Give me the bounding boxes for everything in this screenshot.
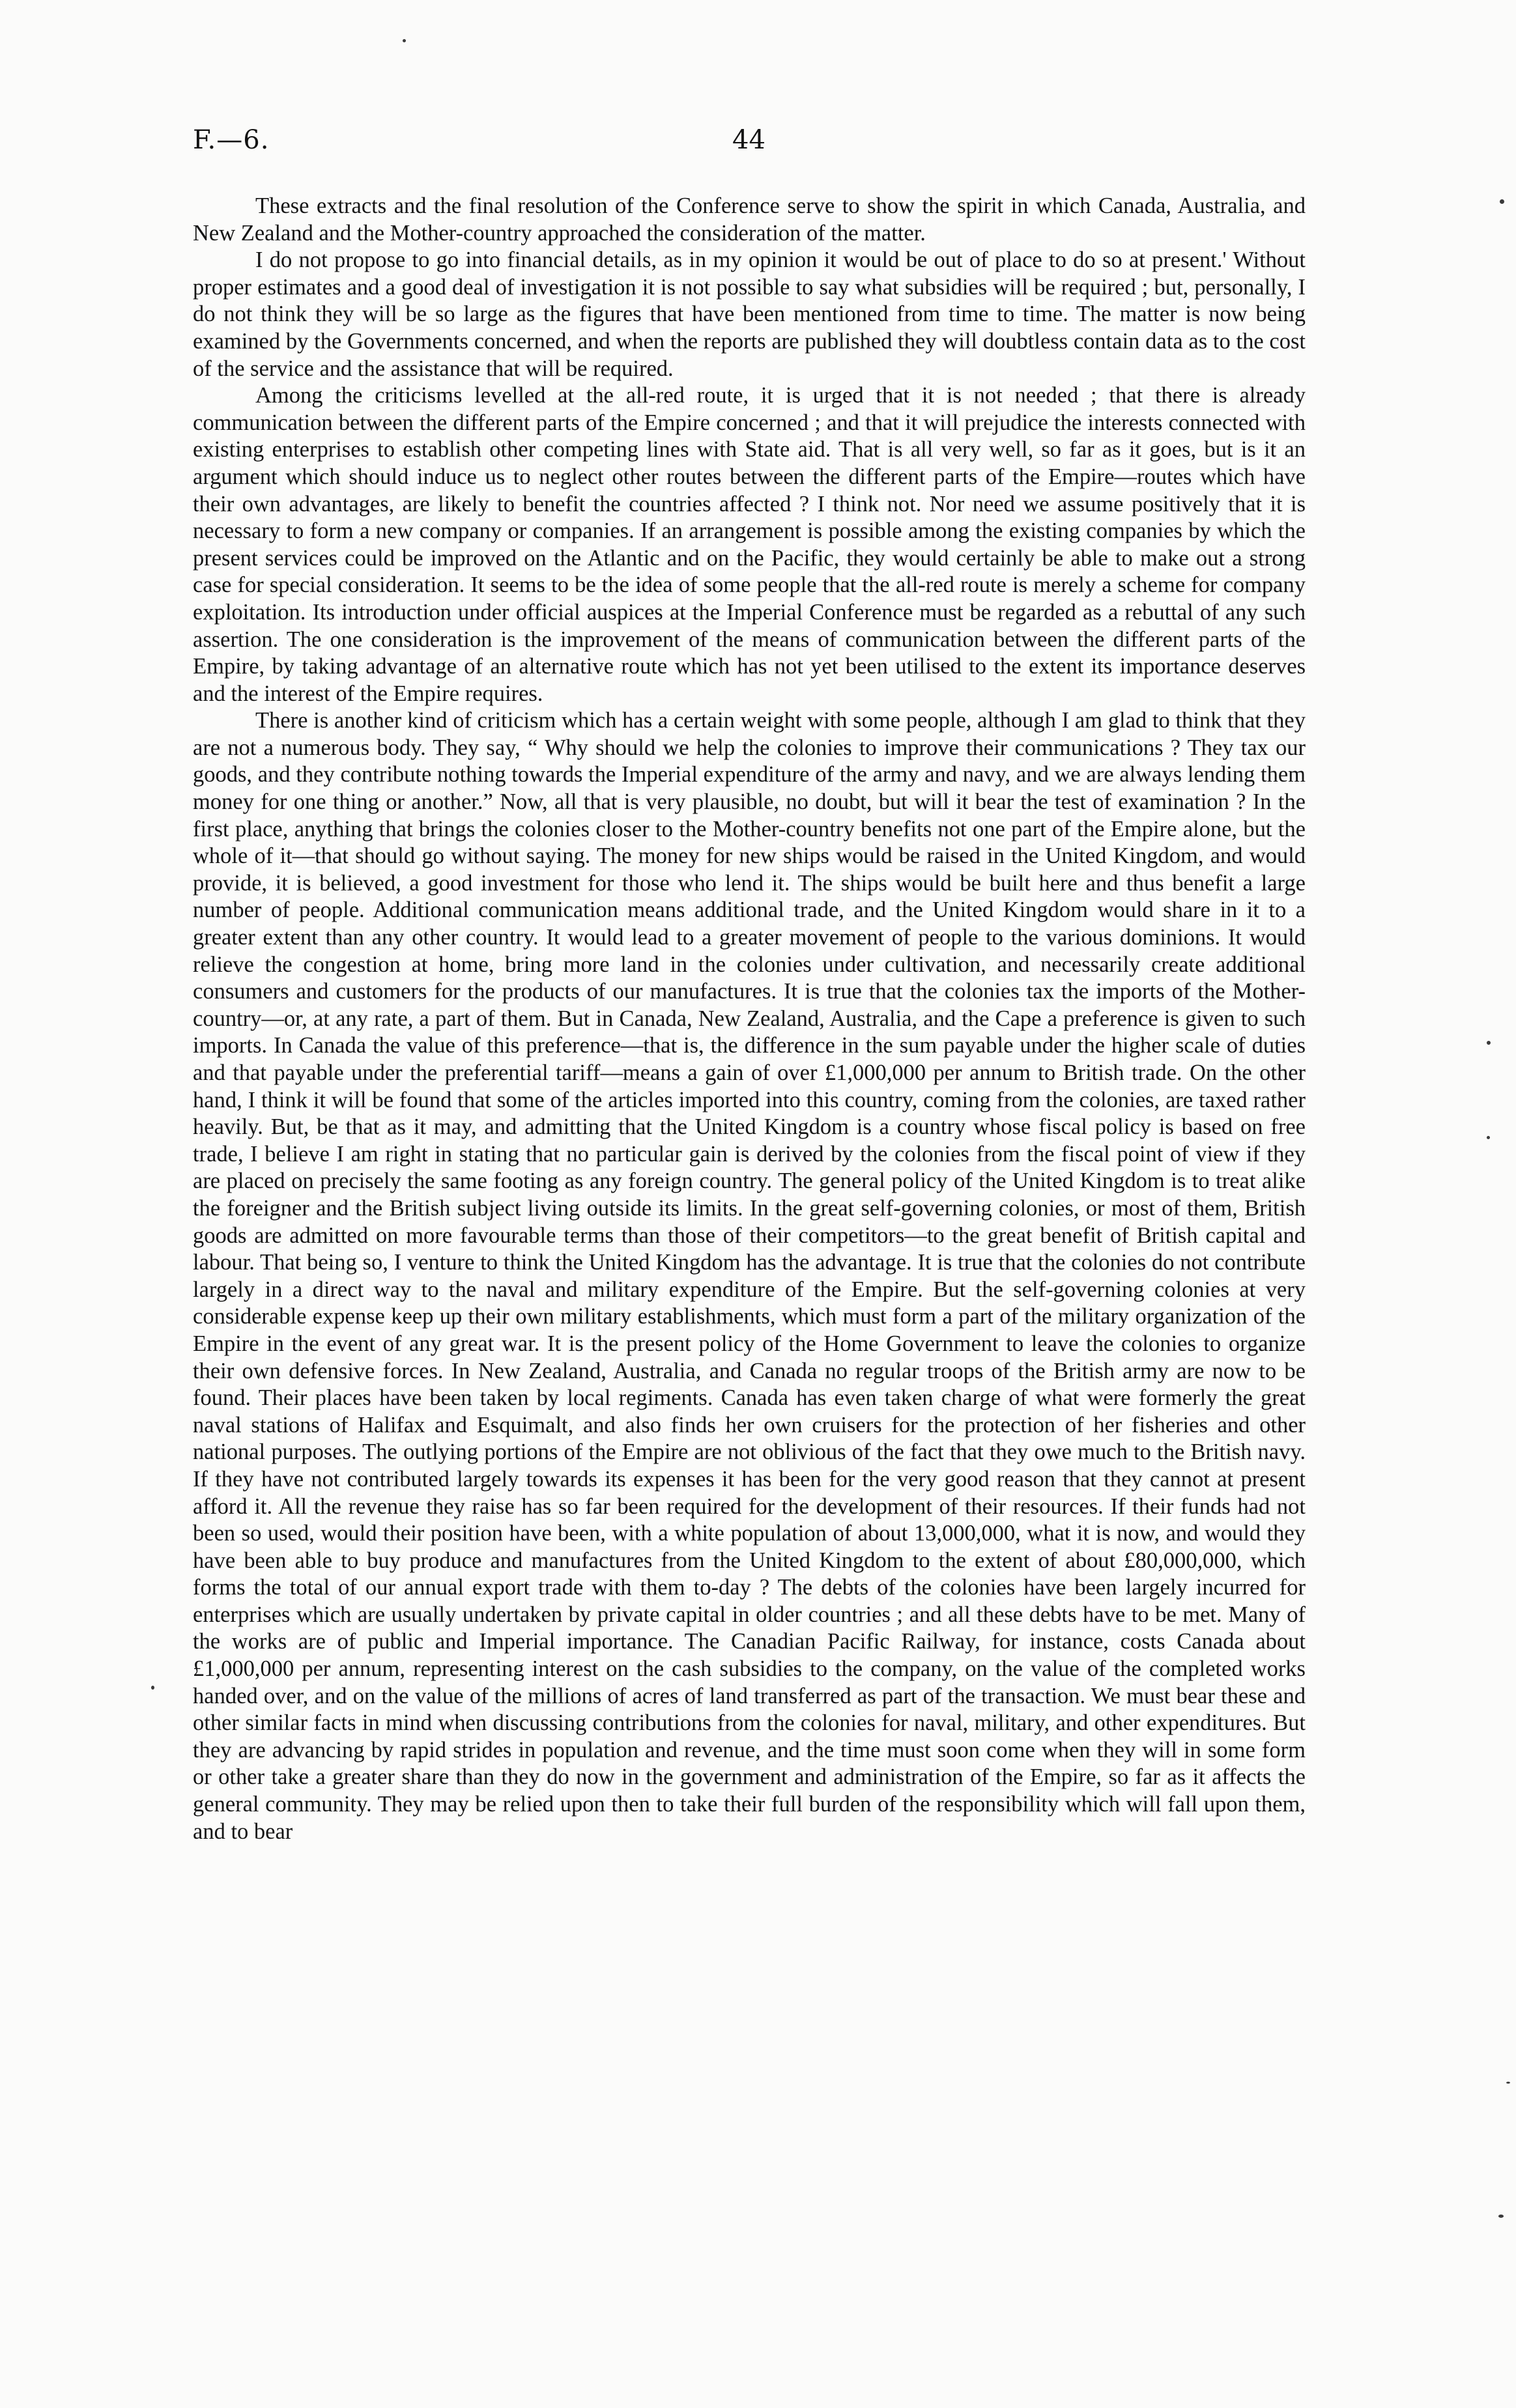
scan-speck	[1506, 2082, 1510, 2084]
paragraph-conference-resolution: These extracts and the final resolution of the Conference serve to show the spirit in which Canada, Australia, and New Zealand and the Mother-country approached the consideration of the matter.	[193, 193, 1306, 246]
paragraph-colonial-contributions: There is another kind of criticism which has a certain weight with some people, although I am glad to think that they are not a numerous body. They say, “ Why should we help the colonies to improve their communications ? They tax our goods, and they contribute nothing towards the Imperial expenditure of the army and navy, and we are always lending them money for one thing or another.” Now, all that is very plausible, no doubt, but will it bear the test of examination ? In the first place, anything that brings the colonies closer to the Mother-country benefits not one part of the Empire alone, but the whole of it—that should go without saying. The money for new ships would be raised in the United Kingdom, and would provide, it is believed, a good investment for those who lend it. The ships would be built here and thus benefit a large number of people. Additional communication means additional trade, and the United Kingdom would share in it to a greater extent than any other country. It would lead to a greater movement of people to the various dominions. It would relieve the congestion at home, bring more land in the colonies under cultivation, and necessarily create additional consumers and customers for the products of our manufactures. It is true that the colonies tax the imports of the Mother-country—or, at any rate, a part of them. But in Canada, New Zealand, Australia, and the Cape a preference is given to such imports. In Canada the value of this preference—that is, the difference in the sum payable under the higher scale of duties and that payable under the preferential tariff—means a gain of over £1,000,000 per annum to British trade. On the other hand, I think it will be found that some of the articles imported into this country, coming from the colonies, are taxed rather heavily. But, be that as it may, and admitting that the United Kingdom is a country whose fiscal policy is based on free trade, I believe I am right in stating that no particular gain is derived by the colonies from the fiscal point of view if they are placed on precisely the same footing as any foreign country. The general policy of the United Kingdom is to treat alike the foreigner and the British subject living outside its limits. In the great self-governing colonies, or most of them, British goods are admitted on more favourable terms than those of their competitors—to the great benefit of British capital and labour. That being so, I venture to think the United Kingdom has the advantage. It is true that the colonies do not contribute largely in a direct way to the naval and military expenditure of the Empire. But the self-governing colonies at very considerable expense keep up their own military establishments, which must form a part of the military organization of the Empire in the event of any great war. It is the present policy of the Home Government to leave the colonies to organize their own defensive forces. In New Zealand, Australia, and Canada no regular troops of the British army are now to be found. Their places have been taken by local regiments. Canada has even taken charge of what were formerly the great naval stations of Halifax and Esquimalt, and also finds her own cruisers for the protection of her fisheries and other national purposes. The outlying portions of the Empire are not oblivious of the fact that they owe much to the British navy. If they have not contributed largely towards its expenses it has been for the very good reason that they cannot at present afford it. All the revenue they raise has so far been required for the development of their resources. If their funds had not been so used, would their position have been, with a white population of about 13,000,000, what it is now, and would they have been able to buy produce and manufactures from the United Kingdom to the extent of about £80,000,000, which forms the total of our annual export trade with them to-day ? The debts of the colonies have been largely incurred for enterprises which are usually undertaken by private capital in older countries ; and all these debts have to be met. Many of the works are of public and Imperial importance. The Canadian Pacific Railway, for instance, costs Canada about £1,000,000 per annum, representing interest on the cash subsidies to the company, on the value of the completed works handed over, and on the value of the millions of acres of land transferred as part of the transaction. We must bear these and other similar facts in mind when discussing contributions from the colonies for naval, military, and other expenditures. But they are advancing by rapid strides in population and revenue, and the time must soon come when they will in some form or other take a greater share than they do now in the government and administration of the Empire, so far as it affects the general community. They may be relied upon then to take their full burden of the responsibility which will fall upon them, and to bear	[193, 708, 1306, 1844]
document-reference: F.—6.	[193, 125, 270, 155]
scan-speck	[1487, 1136, 1490, 1139]
scan-speck	[403, 39, 406, 42]
paragraph-financial-details: I do not propose to go into financial details, as in my opinion it would be out of place to do so at present.' Without proper estimates and a good deal of investigation it is not possible to say what subsidies will be required ; but, personally, I do not think they will be so large as the figures that have been mentioned from time to time. The matter is now being examined by the Governments concerned, and when the reports are published they will doubtless contain data as to the cost of the service and the assistance that will be required.	[193, 248, 1306, 381]
paragraph-criticisms-all-red-route: Among the criticisms levelled at the all-red route, it is urged that it is not needed ; that there is already communication between the different parts of the Empire concerned ; and that it will prejudice the interests connected with existing enterprises to establish other competing lines with State aid. That is all very well, so far as it goes, but is it an argument which should induce us to neglect other routes between the different parts of the Empire—routes which have their own advantages, are likely to benefit the countries affected ? I think not. Nor need we assume positively that it is necessary to form a new company or companies. If an arrangement is possible among the existing companies by which the present services could be improved on the Atlantic and on the Pacific, they would certainly be able to make out a strong case for special consideration. It seems to be the idea of some people that the all-red route is merely a scheme for company exploitation. Its introduction under official auspices at the Imperial Conference must be regarded as a rebuttal of any such assertion. The one consideration is the improvement of the means of communication between the different parts of the Empire, by taking advantage of an alternative route which has not yet been utilised to the extent its importance deserves and the interest of the Empire requires.	[193, 383, 1306, 706]
scan-speck	[1498, 2215, 1504, 2218]
body-text	[193, 193, 1306, 1845]
page-number: 44	[732, 125, 765, 155]
page-header	[193, 125, 1222, 164]
scan-speck	[151, 1686, 154, 1690]
scan-speck	[1487, 1041, 1491, 1045]
scan-speck	[1500, 199, 1504, 204]
